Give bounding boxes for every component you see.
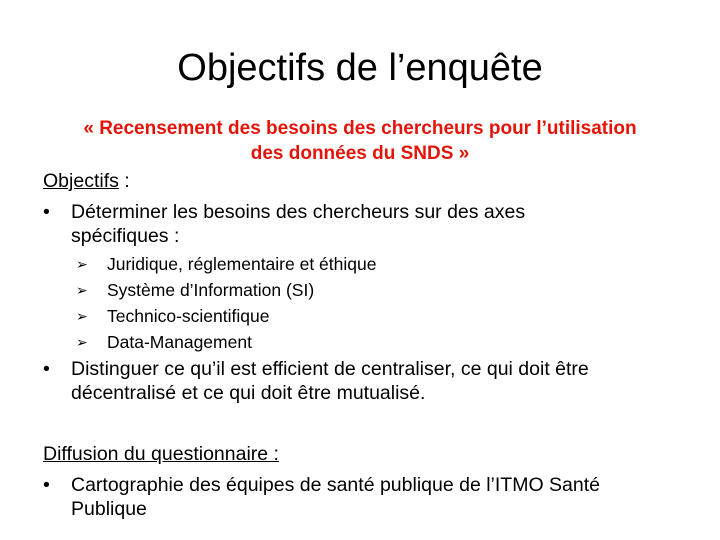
diffusion-heading	[43, 442, 279, 466]
diffusion-heading-label: Diffusion du questionnaire :	[43, 443, 279, 465]
objectives-heading-label: Objectifs	[43, 170, 119, 192]
axes-list-item	[76, 277, 526, 303]
objectives-heading-suffix: :	[118, 170, 130, 192]
objectives-heading	[43, 169, 130, 193]
bullet-text: Cartographie des équipes de santé publique de l’ITMO Santé Publique	[71, 474, 601, 520]
slide-title: Objectifs de l’enquête	[177, 47, 543, 89]
subtitle-line-2: des données du SNDS »	[250, 143, 470, 164]
axes-list	[76, 251, 526, 355]
arrow-bullet-icon: ➢	[76, 308, 88, 324]
bullet-icon: •	[43, 201, 50, 223]
bullet-item-needs	[43, 200, 663, 248]
subtitle-line-1: « Recensement des besoins des chercheurs pour l’utilisation	[83, 118, 637, 139]
axes-list-item	[76, 303, 526, 329]
slide-subtitle	[40, 116, 680, 166]
bullet-text: Distinguer ce qu’il est efficient de centraliser, ce qui doit être décentralisé et ce qui doit être mutualisé.	[71, 358, 589, 404]
arrow-bullet-icon: ➢	[76, 334, 88, 350]
bullet-text: Déterminer les besoins des chercheurs sur des axes spécifiques :	[71, 201, 526, 247]
axes-item-text: Juridique, réglementaire et éthique	[107, 254, 377, 274]
axes-item-text: Système d’Information (SI)	[107, 280, 315, 300]
bullet-icon: •	[43, 474, 50, 496]
bullet-icon: •	[43, 358, 50, 380]
axes-item-text: Technico-scientifique	[107, 306, 270, 326]
axes-list-item	[76, 251, 526, 277]
axes-list-item	[76, 329, 526, 355]
axes-item-text: Data-Management	[107, 332, 252, 352]
arrow-bullet-icon: ➢	[76, 282, 88, 298]
bullet-item-centralisation	[43, 357, 663, 405]
bullet-item-cartographie	[43, 473, 663, 521]
arrow-bullet-icon: ➢	[76, 256, 88, 272]
